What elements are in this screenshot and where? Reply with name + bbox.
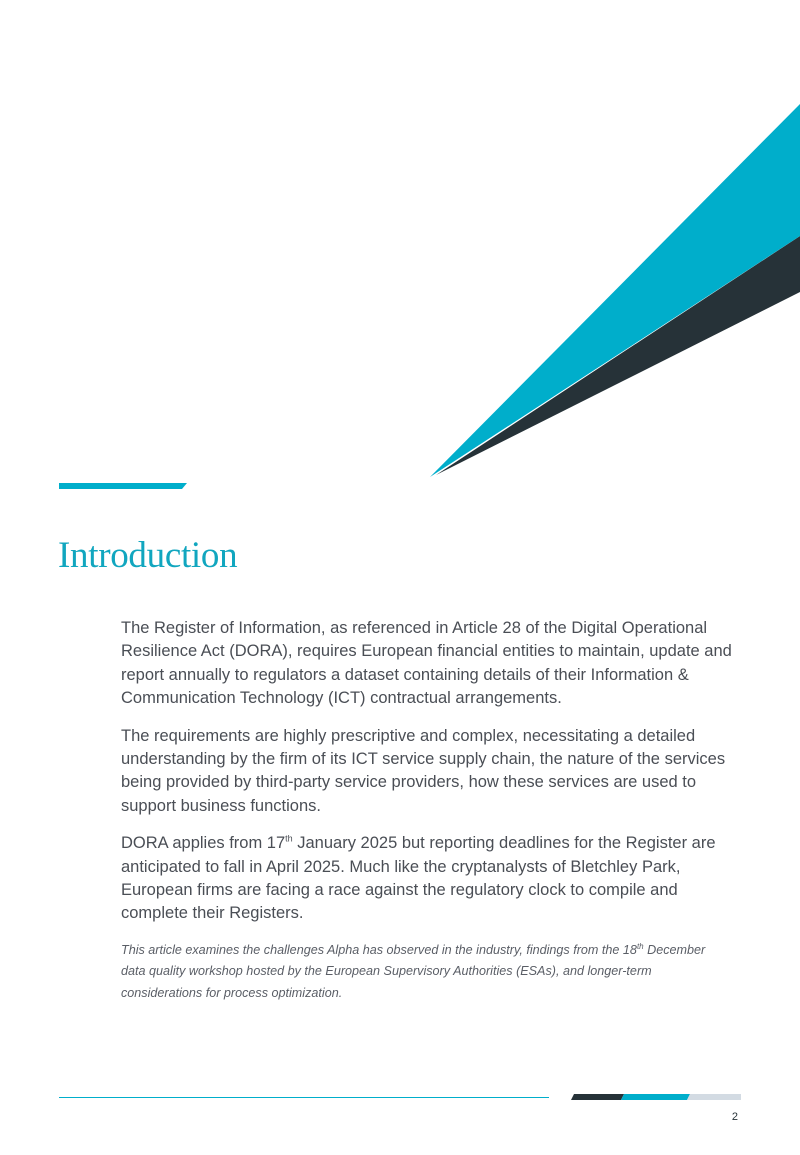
note-start: This article examines the challenges Alpha has observed in the industry, findings from the 18 <box>121 942 637 957</box>
footer-segment-dark <box>571 1094 624 1100</box>
title-accent-bar-shape <box>59 483 187 489</box>
body-text <box>121 617 733 1004</box>
title-accent-bar <box>59 483 187 489</box>
page-number: 2 <box>731 1111 738 1123</box>
note-rest: December data quality workshop hosted by the European Supervisory Authorities (ESAs), and longer-term considerations for process optimization. <box>121 942 706 1000</box>
decorative-triangles <box>0 0 800 500</box>
page-title: Introduction <box>58 535 238 576</box>
paragraph-3 <box>121 832 733 926</box>
footer-segment-cyan <box>621 1094 690 1100</box>
paragraph-3-rest: January 2025 but reporting deadlines for the Register are anticipated to fall in April 2025. Much like the cryptanalysts of Bletchley Park, European firms are facing a race against the regulatory clock to compile and complete their Registers. <box>121 834 716 923</box>
footer-segment-light <box>687 1094 741 1100</box>
paragraph-3-start: DORA applies from 17 <box>121 834 286 853</box>
ordinal-suffix: th <box>285 833 293 844</box>
article-note <box>121 940 733 1005</box>
footer-rule <box>59 1097 549 1098</box>
footer-segments <box>571 1094 741 1100</box>
paragraph-1: The Register of Information, as referenced in Article 28 of the Digital Operational Resilience Act (DORA), requires European financial entities to maintain, update and report annually to regulators a dataset containing details of their Information & Communication Technology (ICT) contractual arrangements. <box>121 619 732 708</box>
paragraph-2: The requirements are highly prescriptive and complex, necessitating a detailed understanding by the firm of its ICT service supply chain, the nature of the services being provided by third-party service providers, how these services are used to support business functions. <box>121 726 726 815</box>
dark-triangle-shape <box>436 236 800 475</box>
note-ordinal-suffix: th <box>636 941 644 951</box>
